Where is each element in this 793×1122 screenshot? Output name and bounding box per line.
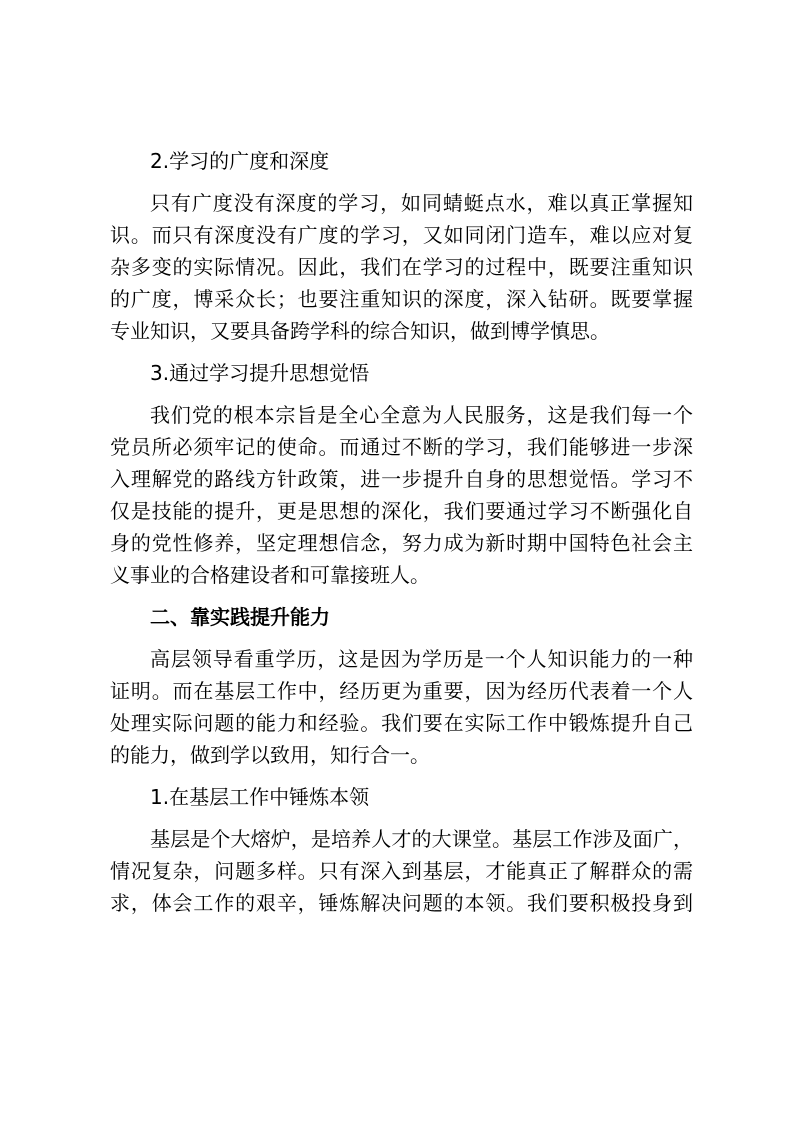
section-heading-ideological-awareness: 3.通过学习提升思想觉悟 [150,361,370,385]
section-heading-grassroots: 1.在基层工作中锤炼本领 [150,785,370,809]
paragraph-line: 求，体会工作的艰辛，锤炼解决问题的本领。我们要积极投身到 [110,891,693,915]
paragraph-line: 身的党性修养，坚定理想信念，努力成为新时期中国特色社会主 [110,531,693,555]
paragraph-grassroots [110,823,693,919]
paragraph-line: 我们党的根本宗旨是全心全意为人民服务，这是我们每一个 [150,403,693,427]
paragraph-practice [110,643,693,771]
section-heading-breadth-depth: 2.学习的广度和深度 [150,149,330,173]
paragraph-line: 义事业的合格建设者和可靠接班人。 [110,563,430,587]
paragraph-line: 杂多变的实际情况。因此，我们在学习的过程中，既要注重知识 [110,255,693,279]
paragraph-breadth-depth [110,187,693,347]
chapter-heading-practice: 二、靠实践提升能力 [150,605,330,629]
paragraph-line: 高层领导看重学历，这是因为学历是一个人知识能力的一种 [150,647,693,671]
paragraph-line: 处理实际问题的能力和经验。我们要在实际工作中锻炼提升自己 [110,711,693,735]
paragraph-ideological-awareness [110,399,693,591]
paragraph-line: 识。而只有深度没有广度的学习，又如同闭门造车，难以应对复 [110,223,693,247]
paragraph-line: 基层是个大熔炉，是培养人才的大课堂。基层工作涉及面广， [150,827,693,851]
paragraph-line: 的能力，做到学以致用，知行合一。 [110,743,430,767]
paragraph-line: 党员所必须牢记的使命。而通过不断的学习，我们能够进一步深 [110,435,693,459]
paragraph-line: 情况复杂，问题多样。只有深入到基层，才能真正了解群众的需 [110,859,693,883]
paragraph-line: 仅是技能的提升，更是思想的深化，我们要通过学习不断强化自 [110,499,693,523]
paragraph-line: 的广度，博采众长；也要注重知识的深度，深入钻研。既要掌握 [110,287,693,311]
paragraph-line: 入理解党的路线方针政策，进一步提升自身的思想觉悟。学习不 [110,467,693,491]
paragraph-line: 专业知识，又要具备跨学科的综合知识，做到博学慎思。 [110,319,610,343]
paragraph-line: 证明。而在基层工作中，经历更为重要，因为经历代表着一个人 [110,679,693,703]
document-page [110,145,693,919]
paragraph-line: 只有广度没有深度的学习，如同蜻蜓点水，难以真正掌握知 [150,191,693,215]
